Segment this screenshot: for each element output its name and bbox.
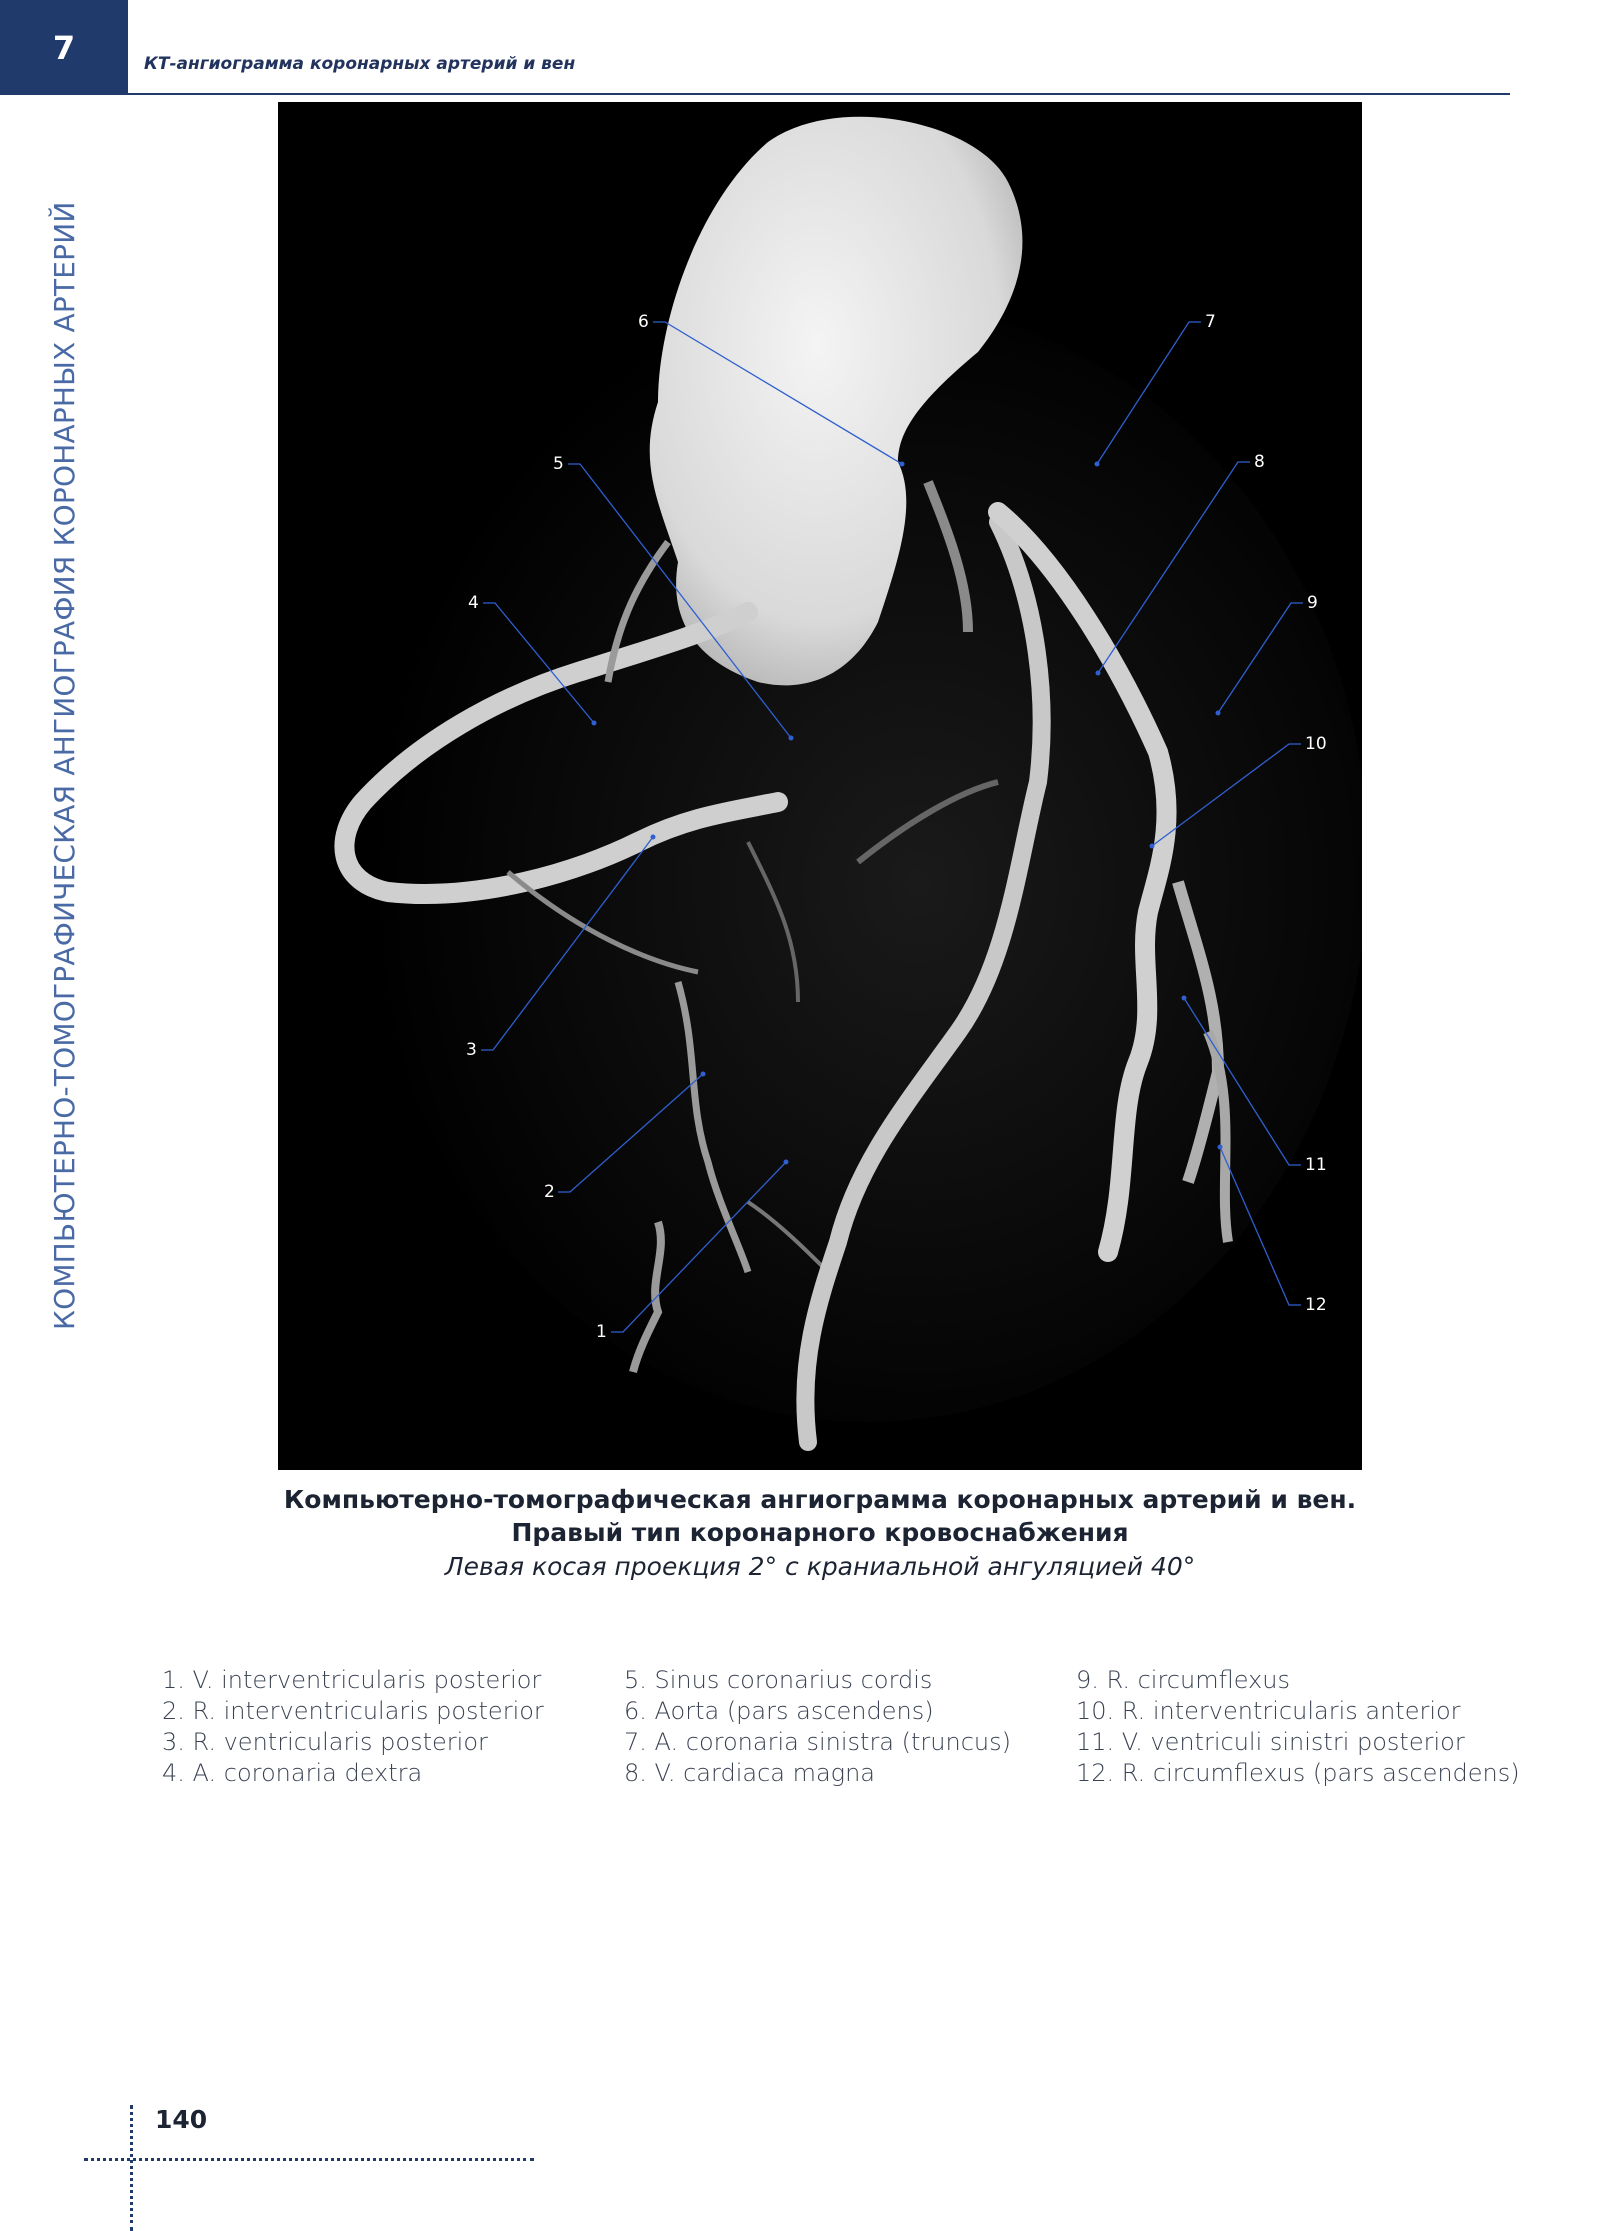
- figure-label-4: 4: [468, 593, 479, 613]
- legend-column-2: [624, 1665, 1011, 1789]
- legend-column-3: [1076, 1665, 1520, 1789]
- legend-item: 6. Aorta (pars ascendens): [624, 1697, 934, 1725]
- leader-line-2: [558, 1074, 703, 1192]
- footer-dotted-rule: [84, 2158, 534, 2161]
- angiogram-figure: [278, 102, 1362, 1470]
- leader-line-1: [611, 1162, 786, 1332]
- legend-item: 12. R. circumflexus (pars ascendens): [1076, 1759, 1520, 1787]
- caption-title-line-1: Компьютерно-томографическая ангиограмма коронарных артерий и вен.: [283, 1485, 1357, 1514]
- legend-column-1: [162, 1665, 544, 1789]
- leader-line-11: [1184, 998, 1301, 1165]
- leader-line-6: [653, 322, 902, 464]
- legend-item: 5. Sinus coronarius cordis: [624, 1666, 933, 1694]
- leader-line-9: [1218, 603, 1303, 713]
- leader-line-4: [483, 603, 594, 723]
- figure-label-3: 3: [466, 1040, 477, 1060]
- footer-dotted-vertical-rule: [130, 2105, 133, 2231]
- page-number: 140: [155, 2105, 208, 2134]
- caption-title-line-2: Правый тип коронарного кровоснабжения: [511, 1518, 1129, 1547]
- legend-item: 1. V. interventricularis posterior: [162, 1666, 542, 1694]
- legend-item: 9. R. circumflexus: [1076, 1666, 1290, 1694]
- legend-item: 3. R. ventricularis posterior: [162, 1728, 488, 1756]
- figure-label-5: 5: [553, 454, 564, 474]
- side-chapter-title: КОМПЬЮТЕРНО-ТОМОГРАФИЧЕСКАЯ АНГИОГРАФИЯ КОРОНАРНЫХ АРТЕРИЙ: [48, 201, 81, 1330]
- leader-line-12: [1220, 1147, 1301, 1305]
- figure-label-11: 11: [1305, 1155, 1327, 1175]
- figure-label-7: 7: [1205, 312, 1216, 332]
- legend-item: 10. R. interventricularis anterior: [1076, 1697, 1461, 1725]
- legend-item: 7. A. coronaria sinistra (truncus): [624, 1728, 1011, 1756]
- running-head-title: КТ-ангиограмма коронарных артерий и вен: [144, 54, 576, 74]
- leader-line-5: [568, 464, 791, 738]
- figure-label-1: 1: [596, 1322, 607, 1342]
- figure-label-9: 9: [1307, 593, 1318, 613]
- caption-subtitle: Левая косая проекция 2° с краниальной ангуляцией 40°: [444, 1552, 1196, 1581]
- leader-line-8: [1098, 462, 1250, 673]
- figure-label-12: 12: [1305, 1295, 1327, 1315]
- legend-item: 8. V. cardiaca magna: [624, 1759, 876, 1787]
- legend-item: 11. V. ventriculi sinistri posterior: [1076, 1728, 1465, 1756]
- chapter-number-tab: 7: [0, 0, 128, 95]
- figure-label-2: 2: [544, 1182, 555, 1202]
- figure-label-10: 10: [1305, 734, 1327, 754]
- legend-item: 2. R. interventricularis posterior: [162, 1697, 544, 1725]
- leader-line-10: [1152, 744, 1301, 846]
- leader-line-7: [1097, 322, 1201, 464]
- leader-lines: [278, 102, 1362, 1470]
- header-rule: [128, 93, 1510, 95]
- legend-item: 4. A. coronaria dextra: [162, 1759, 423, 1787]
- figure-label-8: 8: [1254, 452, 1265, 472]
- figure-label-6: 6: [638, 312, 649, 332]
- leader-line-3: [481, 837, 653, 1050]
